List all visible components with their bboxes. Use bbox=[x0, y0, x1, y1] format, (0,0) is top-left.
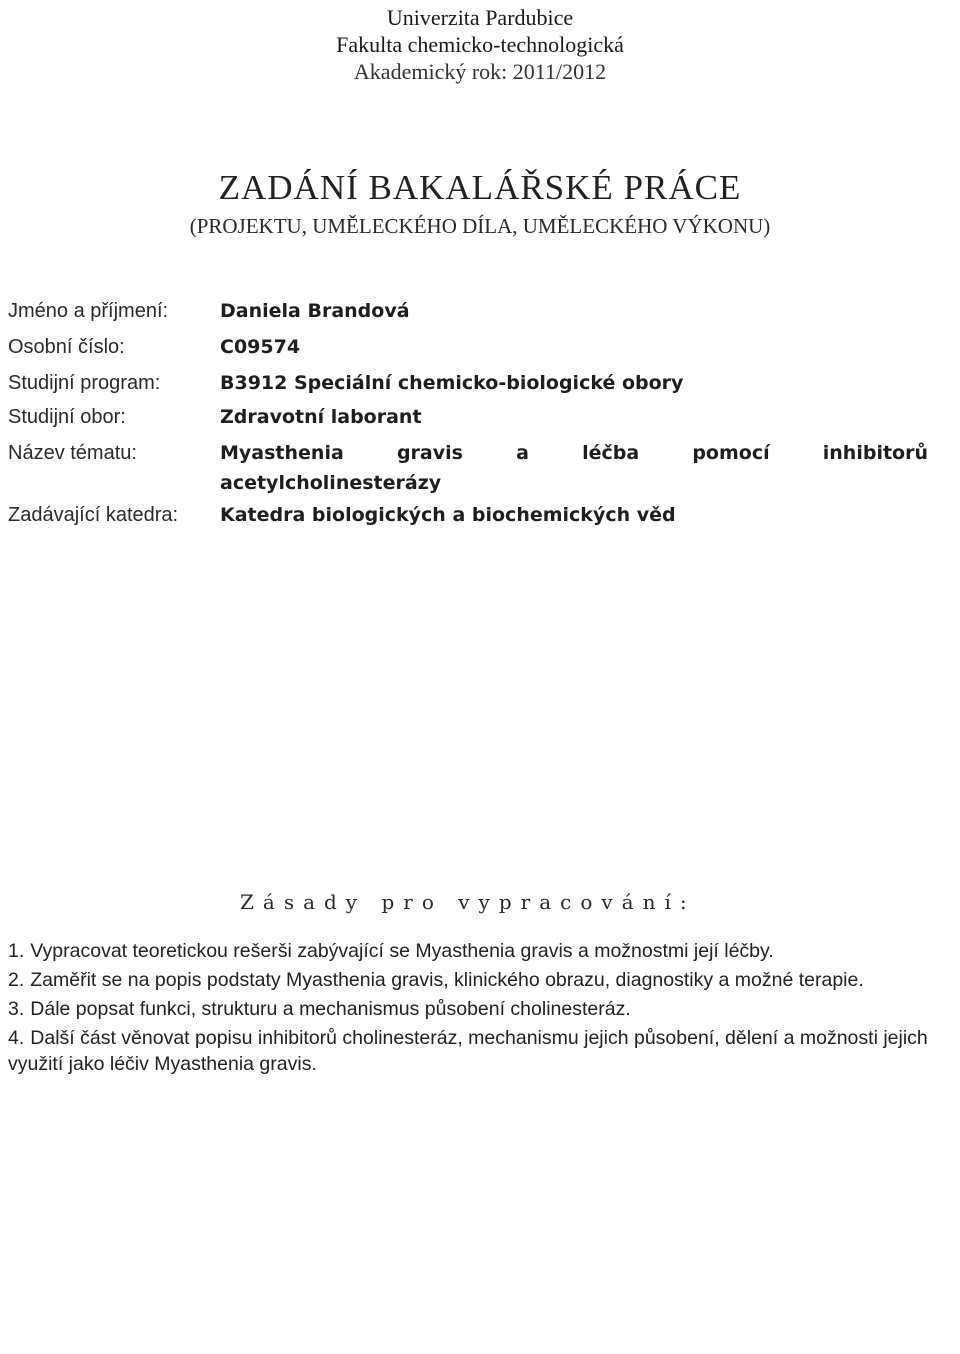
topic-word: pomocí bbox=[692, 442, 770, 464]
item-text: Zaměřit se na popis podstaty Myasthenia gravis, klinického obrazu, diagnostiky a možné terapie. bbox=[30, 969, 864, 991]
university-name: Univerzita Pardubice bbox=[386, 5, 574, 30]
field-label: Název tématu: bbox=[8, 442, 137, 464]
field-label: Studijní obor: bbox=[8, 406, 126, 428]
item-number: 4. bbox=[8, 1027, 25, 1049]
field-value: B3912 Speciální chemicko-biologické obory bbox=[220, 372, 684, 394]
list-item bbox=[8, 938, 928, 964]
field-label: Studijní program: bbox=[8, 372, 161, 394]
list-item bbox=[8, 996, 928, 1022]
item-number: 3. bbox=[8, 998, 25, 1020]
faculty-name: Fakulta chemicko-technologická bbox=[336, 32, 624, 57]
item-text: Další část věnovat popisu inhibitorů cholinesteráz, mechanismu jejich působení, dělení a možnosti jejich využití jako léčiv Myasthenia gravis. bbox=[8, 1027, 928, 1075]
list-item bbox=[8, 967, 928, 993]
academic-year: Akademický rok: 2011/2012 bbox=[353, 59, 607, 84]
topic-word: a bbox=[516, 442, 529, 464]
topic-word: léčba bbox=[582, 442, 640, 464]
topic-word: Myasthenia bbox=[220, 442, 344, 464]
field-value: Katedra biologických a biochemických věd bbox=[220, 504, 676, 526]
field-value: C09574 bbox=[220, 336, 301, 358]
field-label: Jméno a příjmení: bbox=[8, 300, 169, 322]
document-subtitle: (PROJEKTU, UMĚLECKÉHO DÍLA, UMĚLECKÉHO VÝKONU) bbox=[189, 214, 771, 238]
field-label: Osobní číslo: bbox=[8, 336, 125, 358]
item-number: 1. bbox=[8, 940, 25, 962]
topic-word: inhibitorů bbox=[822, 442, 928, 464]
field-value bbox=[220, 442, 928, 464]
item-text: Dále popsat funkci, strukturu a mechanismus působení cholinesteráz. bbox=[30, 998, 631, 1020]
principles-list bbox=[8, 938, 928, 1080]
topic-word: gravis bbox=[396, 442, 463, 464]
item-number: 2. bbox=[8, 969, 25, 991]
field-value: Daniela Brandová bbox=[220, 300, 410, 322]
field-value-continued: acetylcholinesterázy bbox=[220, 472, 442, 494]
field-value: Zdravotní laborant bbox=[220, 406, 422, 428]
document-header bbox=[0, 4, 960, 85]
principles-heading: Zásady pro vypracování: bbox=[240, 890, 696, 914]
document-title: ZADÁNÍ BAKALÁŘSKÉ PRÁCE bbox=[218, 168, 742, 207]
item-text: Vypracovat teoretickou rešerši zabývající se Myasthenia gravis a možnostmi její léčby. bbox=[30, 940, 774, 962]
list-item bbox=[8, 1025, 928, 1077]
field-label: Zadávající katedra: bbox=[8, 504, 179, 526]
